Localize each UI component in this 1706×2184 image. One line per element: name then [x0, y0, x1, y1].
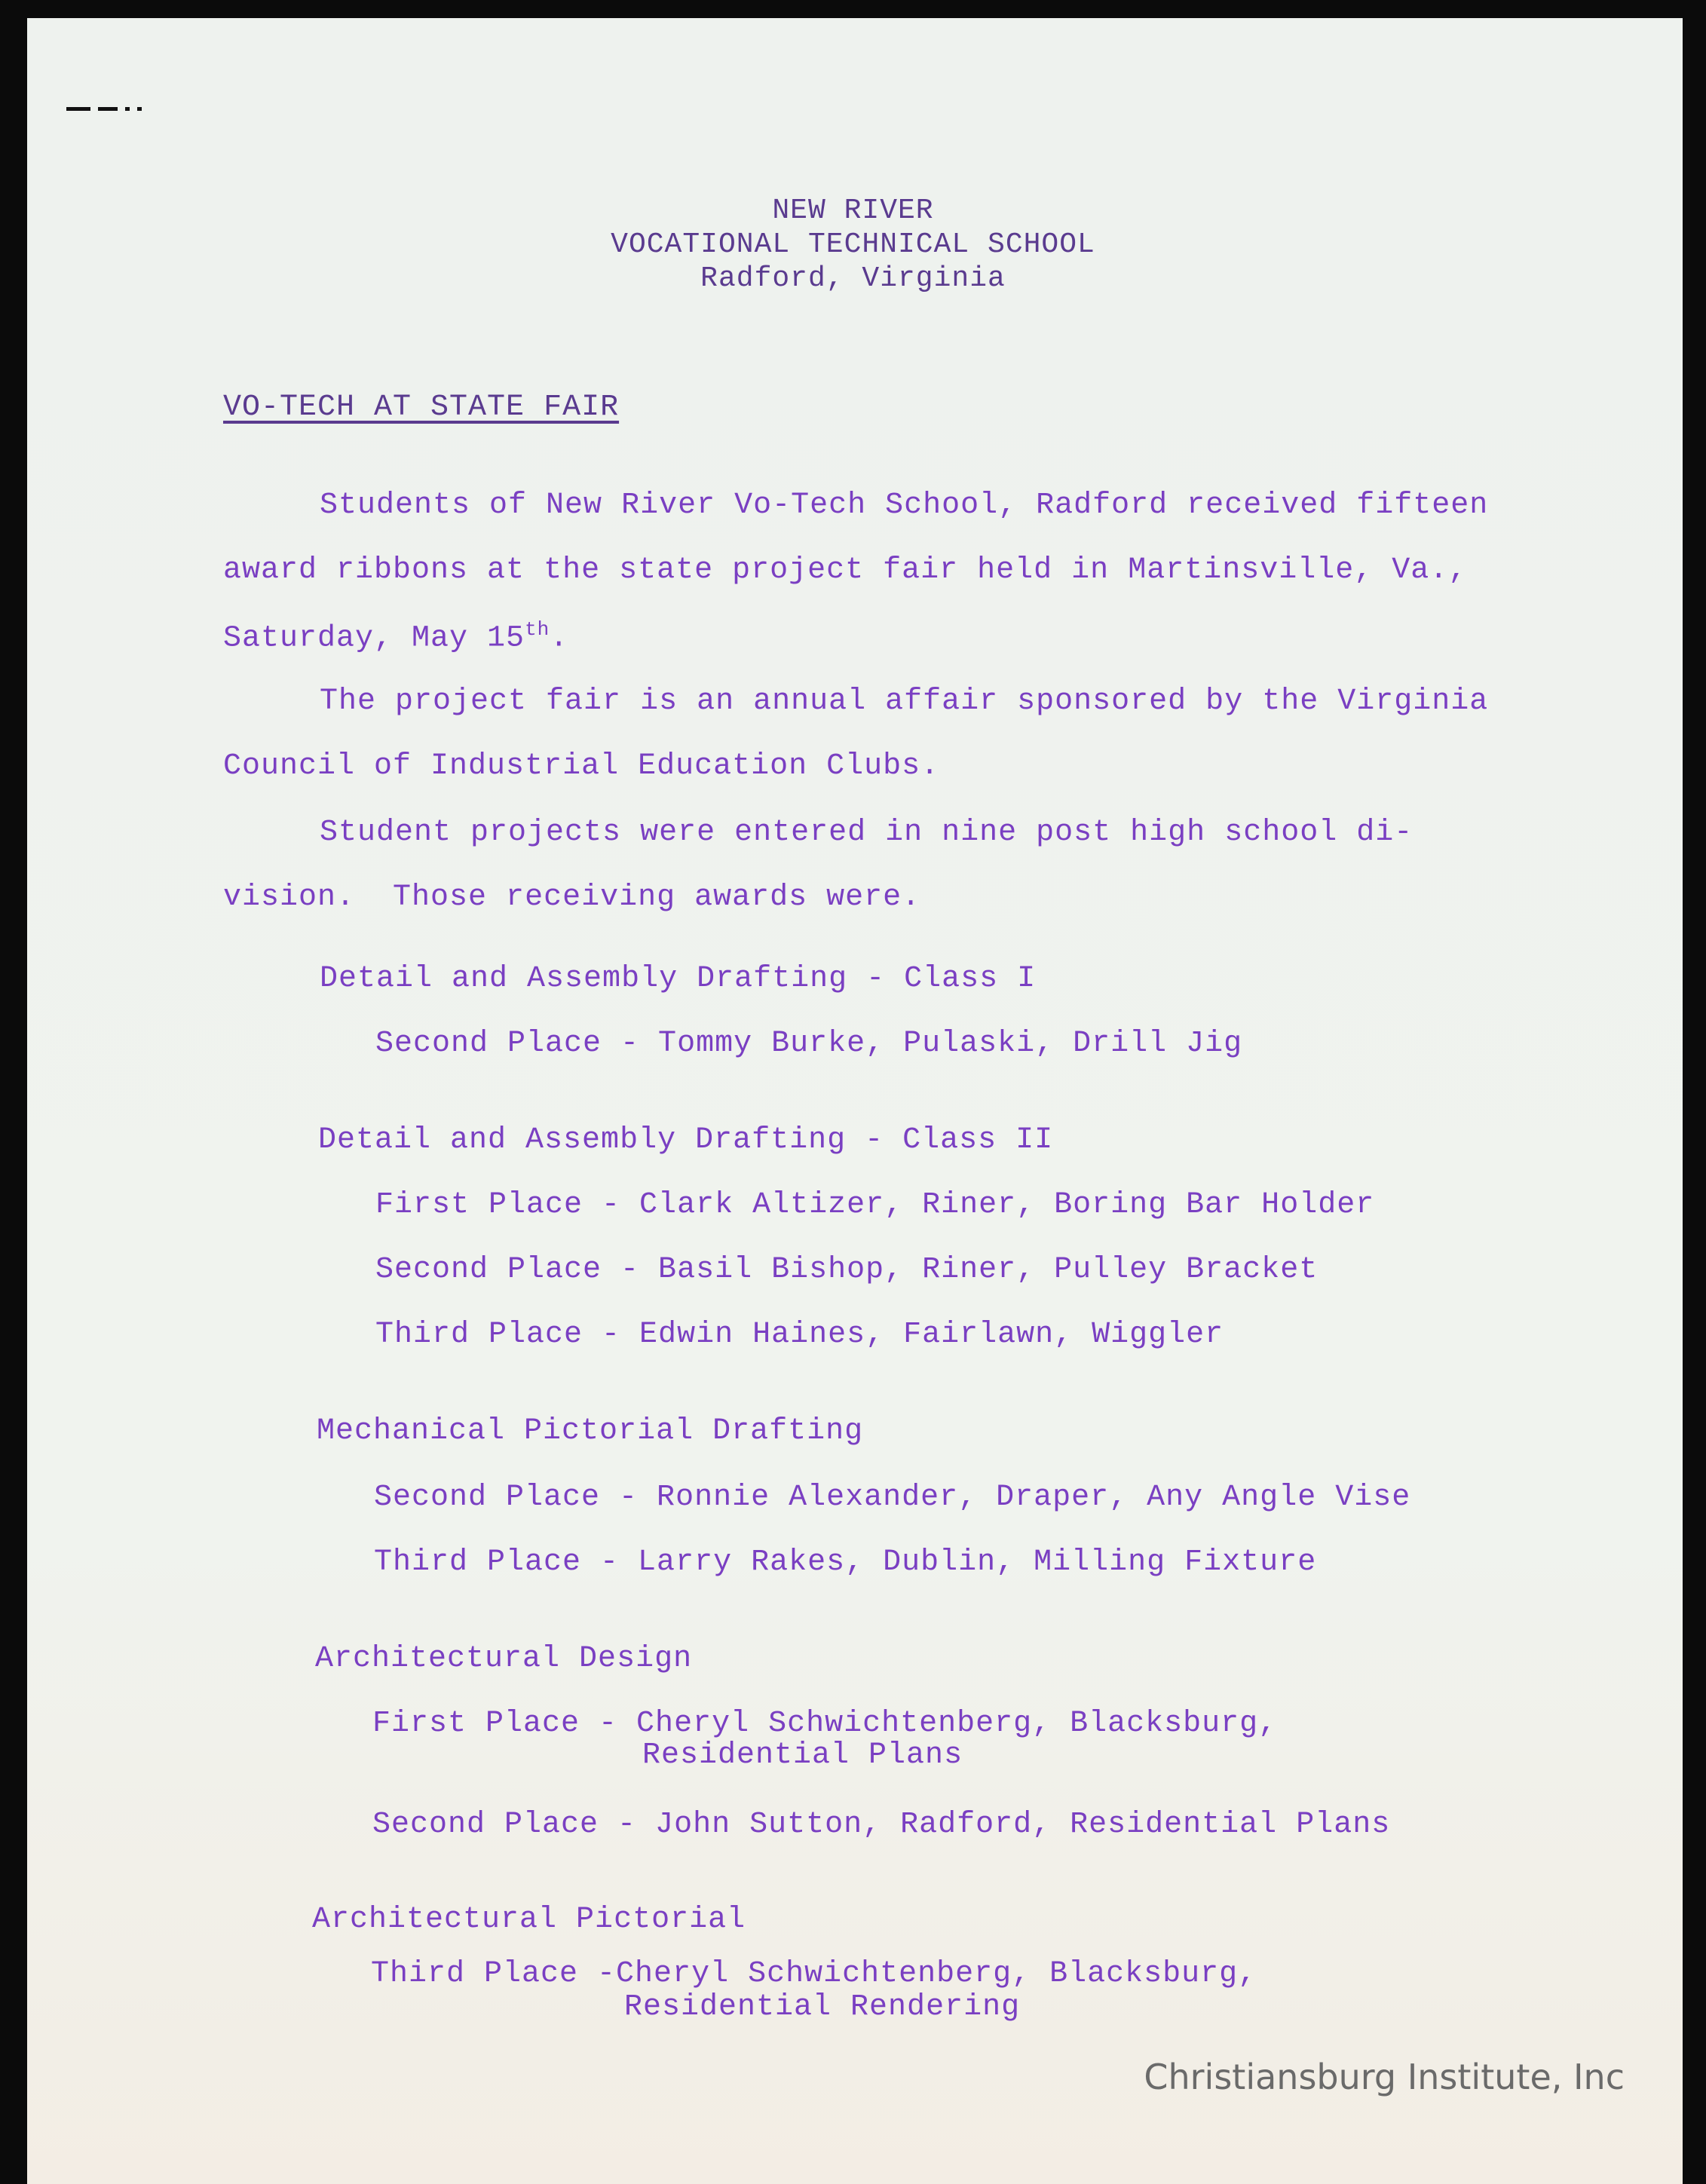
header-line-1: NEW RIVER: [772, 195, 934, 227]
paragraph-2-line-1: The project fair is an annual affair sponsored by the Virginia: [320, 685, 1489, 718]
paragraph-3-line-2: vision. Those receiving awards were.: [223, 881, 921, 914]
paragraph-1-line-1: Students of New River Vo-Tech School, Radford received fifteen: [320, 489, 1489, 522]
watermark: Christiansburg Institute, Inc: [1144, 2057, 1625, 2097]
award-line: Second Place - Tommy Burke, Pulaski, Drill Jig: [375, 1027, 1243, 1061]
award-line: Third Place -Cheryl Schwichtenberg, Blacksburg,: [371, 1957, 1257, 1991]
award-line: First Place - Cheryl Schwichtenberg, Blacksburg,: [372, 1707, 1278, 1741]
award-line: First Place - Clark Altizer, Riner, Boring Bar Holder: [375, 1188, 1375, 1222]
margin-mark: [66, 101, 172, 107]
award-line-continuation: Residential Plans: [642, 1738, 963, 1772]
paragraph-3-line-1: Student projects were entered in nine post high school di-: [320, 816, 1413, 850]
document-page: [27, 18, 1683, 2184]
award-line: Third Place - Edwin Haines, Fairlawn, Wiggler: [375, 1318, 1224, 1352]
paragraph-1-line-2: award ribbons at the state project fair held in Martinsville, Va.,: [223, 553, 1468, 587]
document-title: VO-TECH AT STATE FAIR: [223, 391, 620, 424]
paragraph-1-line-3: Saturday, May 15th.: [223, 618, 569, 656]
division-heading: Detail and Assembly Drafting - Class II: [318, 1123, 1054, 1157]
header-line-3: Radford, Virginia: [700, 262, 1006, 295]
ordinal-suffix: th: [525, 618, 550, 641]
award-line-continuation: Residential Rendering: [624, 1990, 1021, 2024]
award-line: Second Place - John Sutton, Radford, Residential Plans: [372, 1808, 1391, 1842]
division-heading: Architectural Design: [315, 1642, 693, 1676]
paragraph-2-line-2: Council of Industrial Education Clubs.: [223, 749, 940, 783]
award-line: Second Place - Ronnie Alexander, Draper, Any Angle Vise: [374, 1481, 1411, 1515]
division-heading: Detail and Assembly Drafting - Class I: [320, 962, 1037, 996]
header-line-2: VOCATIONAL TECHNICAL SCHOOL: [611, 228, 1095, 261]
division-heading: Mechanical Pictorial Drafting: [317, 1414, 864, 1448]
award-line: Third Place - Larry Rakes, Dublin, Milling Fixture: [374, 1545, 1317, 1579]
award-line: Second Place - Basil Bishop, Riner, Pulley Bracket: [375, 1253, 1319, 1287]
division-heading: Architectural Pictorial: [312, 1903, 746, 1937]
